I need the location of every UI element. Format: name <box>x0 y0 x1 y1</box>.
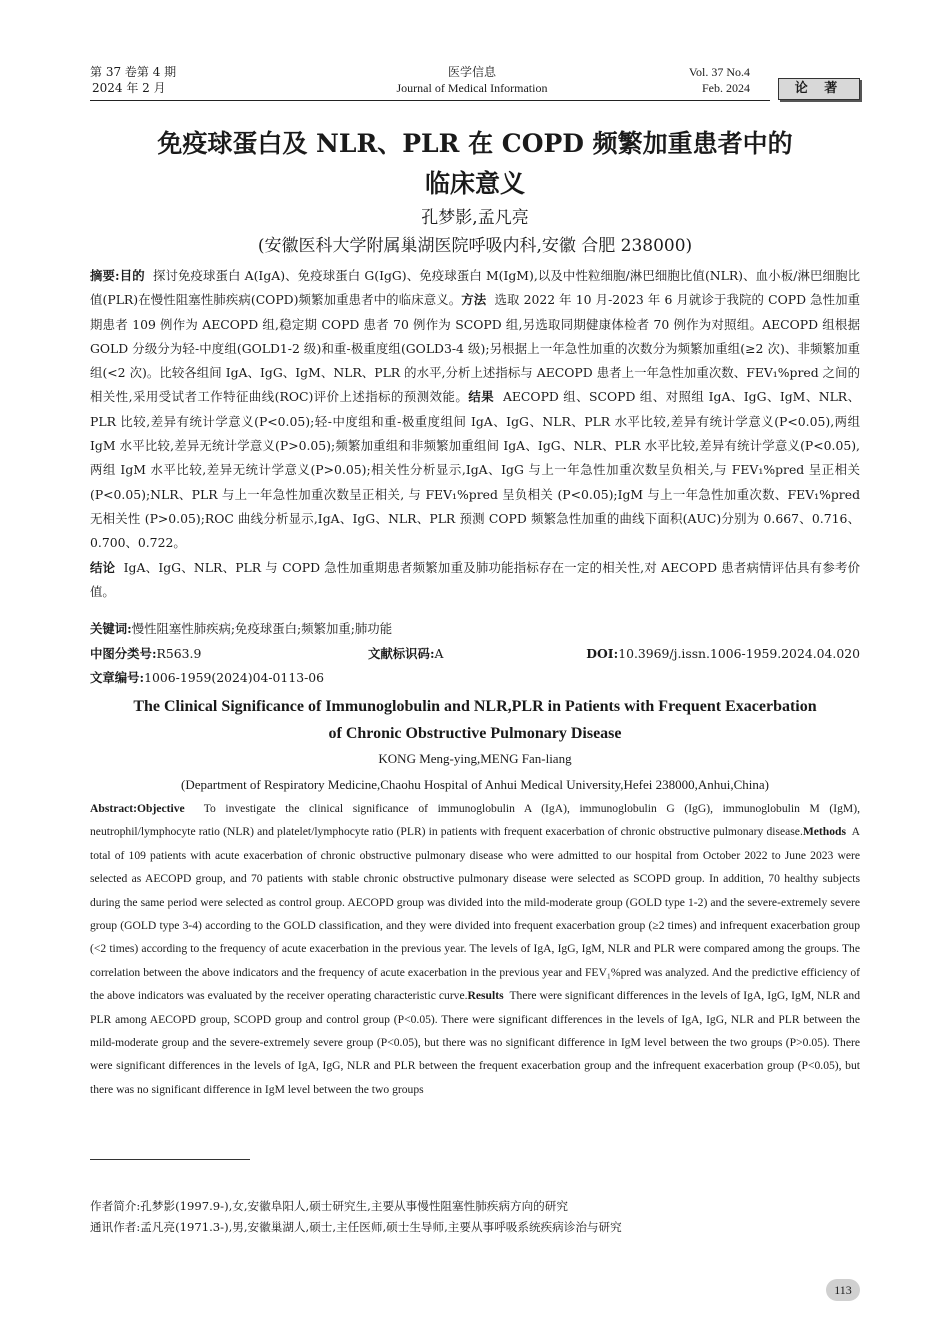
abstract-cn <box>90 264 860 604</box>
clc <box>90 642 201 666</box>
methods-label-cn: 方法 <box>461 292 487 308</box>
abstract-cn-label: 摘要: <box>90 268 120 283</box>
header-center <box>352 64 592 96</box>
running-header <box>90 64 860 104</box>
abstract-en <box>90 797 860 1101</box>
article-number <box>90 666 860 690</box>
doi <box>586 642 860 666</box>
article-number-label: 文章编号: <box>90 670 145 685</box>
header-right <box>620 64 750 96</box>
date-cn: 2024 年 2 月 <box>92 81 166 95</box>
volume-issue-cn: 第 37 卷第 4 期 <box>90 65 177 79</box>
doi-label: DOI: <box>586 646 619 661</box>
keywords-label: 关键词: <box>90 621 132 636</box>
title-en-line-1: The Clinical Significance of Immunoglobulin and NLR,PLR in Patients with Frequent Exacerbation <box>133 698 817 715</box>
volume-issue-en: Vol. 37 No.4 <box>688 65 750 79</box>
authors-en: KONG Meng-ying,MENG Fan-liang <box>378 751 572 766</box>
methods-label-en: Methods <box>802 825 846 839</box>
objective-label-en: Objective <box>137 802 185 815</box>
clc-label: 中图分类号: <box>90 646 157 661</box>
article-title-en <box>60 693 890 747</box>
author-intro-footnote: 作者简介:孔梦影(1997.9-),女,安徽阜阳人,硕士研究生,主要从事慢性阻塞性肺疾病方向的研究 <box>90 1199 568 1213</box>
keywords <box>90 617 860 641</box>
abstract-en-label: Abstract: <box>90 802 138 815</box>
doc-code-label: 文献标识码: <box>368 646 435 661</box>
affiliation-cn: (安徽医科大学附属巢湖医院呼吸内科,安徽 合肥 238000) <box>257 236 693 256</box>
doi-value: 10.3969/j.issn.1006-1959.2024.04.020 <box>618 646 860 661</box>
footnote-rule <box>90 1159 250 1160</box>
title-cn-line-1: 免疫球蛋白及 NLR、PLR 在 COPD 频繁加重患者中的 <box>157 129 793 158</box>
methods-en: A total of 109 patients with acute exacerbation of chronic obstructive pulmonary disease who were admitted to our hospital from October 2022 to June 2023 were selected as AECOPD group, and 70 patients with stable chronic obstructive pulmonary disease were selected as SCOPD group. In addition, 70 healthy subjects during the same period were selected as control group. AECOPD group was divided into the mild-moderate group (GOLD type 1-2) and the severe-extremely severe group (GOLD type 3-4) according to the GOLD classification, and they were divided into frequent exacerbation group (≥2 times) and infrequent exacerbation group (<2 times) according to the frequency of acute exacerbation in the previous year. The levels of IgA, IgG, IgM, NLR and PLR were compared among the groups. The correlation between the above indicators and the frequency of acute exacerbation in the previous year and FEV₁%pred was analyzed. And the predictive efficiency of the above indicators was evaluated by the receiver operating characteristic curve. <box>90 825 860 1003</box>
objective-label-cn: 目的 <box>119 268 145 283</box>
results-label-cn: 结果 <box>468 389 495 405</box>
title-en-line-2: of Chronic Obstructive Pulmonary Disease <box>328 725 622 742</box>
title-cn-line-2: 临床意义 <box>424 169 525 198</box>
page-number: 113 <box>826 1279 860 1301</box>
doc-code <box>368 642 443 666</box>
date-en: Feb. 2024 <box>702 81 750 95</box>
corresponding-author-footnote: 通讯作者:孟凡亮(1971.3-),男,安徽巢湖人,硕士,主任医师,硕士生导师,主要从事呼吸系统疾病诊治与研究 <box>90 1220 622 1234</box>
methods-cn: 选取 2022 年 10 月-2023 年 6 月就诊于我院的 COPD 急性加重期患者 109 例作为 AECOPD 组,稳定期 COPD 患者 70 例作为 SCOPD 组,另选取同期健康体检者 70 例作为对照组。AECOPD 组根据 GOLD 分级分为轻-中度组(GOLD1-2 级)和重-极重度组(GOLD3-4 级);另根据上一年急性加重的次数分为频繁加重组(≥2 次)、非频繁加重组(<2 次)。比较各组间 IgA、IgG、IgM、NLR、PLR 的水平,分析上述指标与 AECOPD 患者上一年急性加重次数、FEV₁%pred 之间的相关性,采用受试者工作特征曲线(ROC)评价上述指标的预测效能。 <box>90 292 861 405</box>
journal-name-cn: 医学信息 <box>447 65 496 79</box>
objective-cn: 探讨免疫球蛋白 A(IgA)、免疫球蛋白 G(IgG)、免疫球蛋白 M(IgM),以及中性粒细胞/淋巴细胞比值(NLR)、血小板/淋巴细胞比值(PLR)在慢性阻塞性肺疾病(COPD)频繁加重患者中的临床意义。 <box>90 268 860 308</box>
article-title-cn <box>60 124 890 204</box>
conclusion-label-cn: 结论 <box>90 559 116 575</box>
doc-code-value: A <box>434 646 444 661</box>
authors-cn: 孔梦影,孟凡亮 <box>421 208 529 228</box>
keywords-value: 慢性阻塞性肺疾病;免疫球蛋白;频繁加重;肺功能 <box>131 621 393 636</box>
section-tag: 论 著 <box>778 78 860 100</box>
header-rule <box>90 100 770 101</box>
journal-name-en: Journal of Medical Information <box>396 81 548 95</box>
affiliation-en: (Department of Respiratory Medicine,Chaohu Hospital of Anhui Medical University,Hefei 238000,Anhui,China) <box>180 777 769 792</box>
conclusion-cn: IgA、IgG、NLR、PLR 与 COPD 急性加重期患者频繁加重及肺功能指标存在一定的相关性,对 AECOPD 患者病情评估具有参考价值。 <box>90 559 860 599</box>
header-left <box>90 64 176 96</box>
clc-value: R563.9 <box>156 646 202 661</box>
results-label-en: Results <box>467 989 504 1003</box>
results-cn: AECOPD 组、SCOPD 组、对照组 IgA、IgG、IgM、NLR、PLR 比较,差异有统计学意义(P<0.05);轻-中度组和重-极重度组间 IgA、IgG、NLR、PLR 水平比较,差异有统计学意义(P<0.05),两组 IgM 水平比较,差异无统计学意义(P>0.05);频繁加重组和非频繁加重组间 IgA、IgG、NLR、PLR 水平比较,差异有统计学意义(P<0.05),两组 IgM 水平比较,差异无统计学意义(P>0.05);相关性分析显示,IgA、IgG 与上一年急性加重次数呈负相关,与 FEV₁%pred 呈正相关(P<0.05);NLR、PLR 与上一年急性加重次数呈正相关, 与 FEV₁%pred 呈负相关 (P<0.05);IgM 与上一年急性加重次数、FEV₁%pred 无相关性 (P>0.05);ROC 曲线分析显示,IgA、IgG、NLR、PLR 预测 COPD 频繁急性加重的曲线下面积(AUC)分别为 0.667、0.716、0.700、0.722。 <box>90 389 861 551</box>
objective-en: To investigate the clinical significance of immunoglobulin A (IgA), immunoglobulin G (IgG), immunoglobulin M (IgM), neutrophil/lymphocyte ratio (NLR) and platelet/lymphocyte ratio (PLR) in patients with frequent exacerbation of chronic obstructive pulmonary disease. <box>90 802 860 839</box>
results-en: There were significant differences in the levels of IgA, IgG, IgM, NLR and PLR among AECOPD group, SCOPD group and control group (P<0.05). There were significant differences in the levels of IgA, IgG, NLR and PLR between the mild-moderate group and the severe-extremely severe group (P<0.05), but there was no significant difference in IgM level between the two groups (P>0.05). There were significant differences in the levels of IgA, IgG, NLR and PLR between the frequent exacerbation group and the infrequent exacerbation group (P<0.05), but there was no significant difference in IgM level between the two groups <box>90 989 861 1096</box>
article-number-value: 1006-1959(2024)04-0113-06 <box>144 670 325 685</box>
